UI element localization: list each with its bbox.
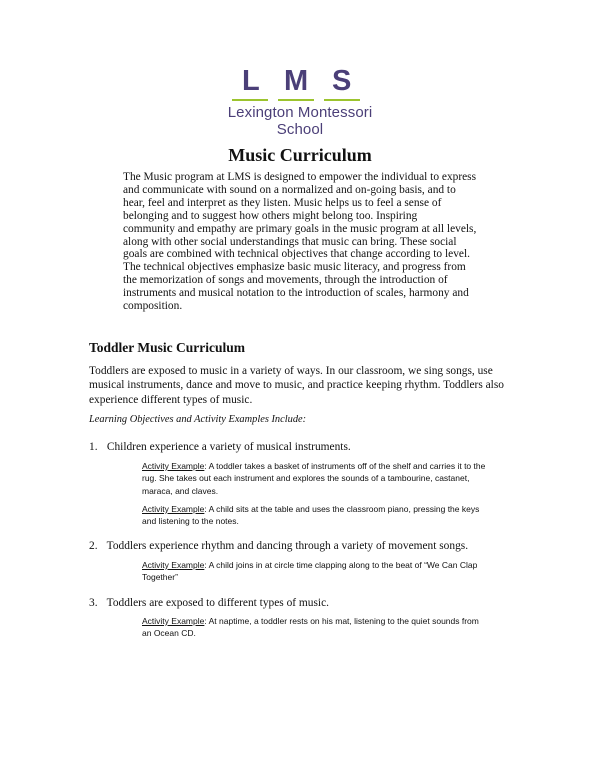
activity-example-line: : A child sits at the table and uses the classroom piano, pressing the keys — [204, 504, 480, 514]
activity-example-line: and listening to the notes. — [142, 516, 239, 527]
activity-example — [142, 503, 522, 528]
objectives-heading: Learning Objectives and Activity Examples Include: — [89, 414, 307, 425]
activity-example-label: Activity Example — [142, 616, 205, 626]
school-logo — [232, 66, 362, 100]
school-name: Lexington Montessori School — [227, 104, 373, 138]
logo-underline-m — [278, 99, 314, 101]
activity-example-line: maraca, and claves. — [142, 485, 219, 496]
section-body-line: Toddlers are exposed to music in a variety of ways. In our classroom, we sing songs, use — [89, 365, 493, 377]
activity-example-label: Activity Example — [142, 504, 205, 514]
intro-line: and communicate with sound on a normalized and on-going basis, and to — [123, 183, 456, 196]
intro-line: hear, feel and interpret as they listen. Music helps us to feel a sense of — [123, 196, 442, 209]
intro-line: community and empathy are primary goals in the music program at all levels, — [123, 222, 477, 235]
activity-example-label: Activity Example — [142, 560, 205, 570]
activity-example-line: : A child joins in at circle time clapping along to the beat of “We Can Clap — [204, 560, 478, 570]
item-text: Children experience a variety of musical instruments. — [106, 441, 351, 453]
intro-line: composition. — [123, 300, 183, 313]
item-number: 1. — [89, 441, 98, 453]
activity-example-line: : At naptime, a toddler rests on his mat, listening to the quiet sounds from — [204, 616, 479, 626]
intro-line: The Music program at LMS is designed to empower the individual to express — [123, 171, 477, 183]
activity-example — [142, 615, 522, 640]
logo-letter-l: L — [242, 65, 260, 97]
intro-line: belonging and to suggest how others might belong too. Inspiring — [123, 209, 418, 222]
activity-example-label: Activity Example — [142, 461, 205, 471]
section-body-line: experience different types of music. — [89, 393, 253, 406]
objective-item-1 — [89, 441, 351, 453]
activity-example-line: Together” — [142, 572, 178, 583]
intro-paragraph — [123, 171, 478, 313]
activity-example-line: : A toddler takes a basket of instruments off of the shelf and carries it to the — [204, 461, 486, 471]
item-number: 2. — [89, 540, 98, 552]
item-number: 3. — [89, 597, 98, 609]
section-body-line: musical instruments, dance and move to music, and practice keeping rhythm. Toddlers also — [89, 379, 504, 392]
page-title: Music Curriculum — [228, 145, 372, 165]
item-text: Toddlers are exposed to different types of music. — [106, 597, 329, 609]
objective-item-3 — [89, 597, 329, 609]
activity-example-line: an Ocean CD. — [142, 628, 196, 639]
intro-line: the memorization of songs and movements, through the introduction of — [123, 274, 448, 287]
section-body — [89, 364, 529, 407]
activity-example-line: rug. She takes out each instrument and explores the sounds of a tambourine, castanet, — [142, 473, 470, 484]
intro-line: along with other social understandings that music can bring. These social — [123, 235, 457, 248]
logo-letter-s: S — [332, 65, 352, 97]
item-text: Toddlers experience rhythm and dancing through a variety of movement songs. — [106, 540, 469, 552]
logo-letter-m: M — [284, 65, 309, 97]
activity-example — [142, 460, 522, 497]
objective-item-2 — [89, 540, 468, 552]
activity-example — [142, 559, 522, 584]
logo-underline-s — [324, 99, 360, 101]
intro-line: goals are combined with technical objectives that change according to level. — [123, 248, 470, 261]
intro-line: The technical objectives emphasize basic music literacy, and progress from — [123, 261, 466, 274]
section-heading: Toddler Music Curriculum — [89, 340, 246, 355]
logo-underline-l — [232, 99, 268, 101]
intro-line: instruments and musical notation to the introduction of scales, harmony and — [123, 287, 469, 300]
